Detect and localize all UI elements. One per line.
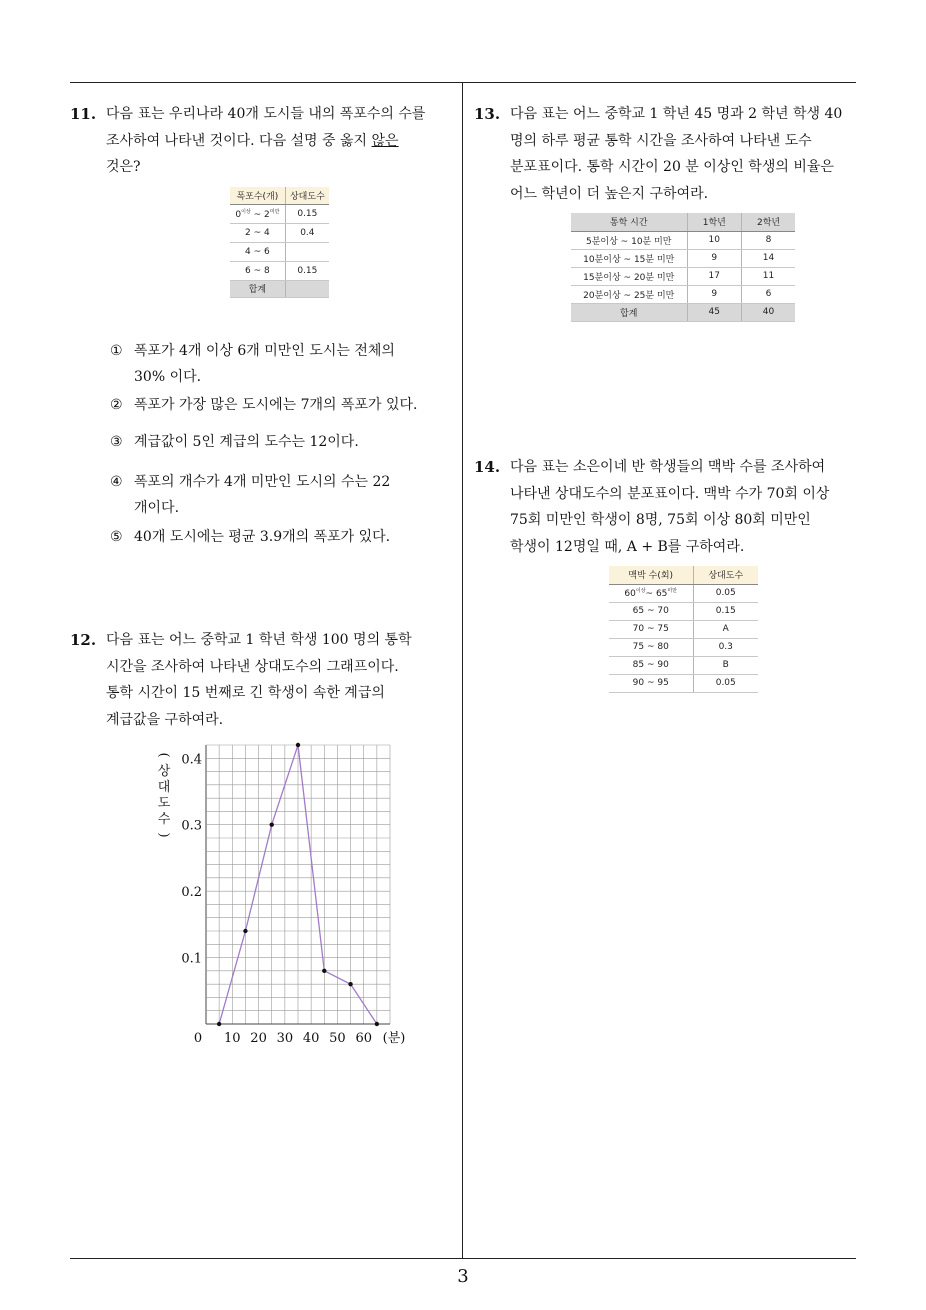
table-cell: 0.15 [285,204,329,223]
table-cell: 0.05 [693,674,758,692]
data-point [270,823,274,827]
table-cell: 70 ~ 75 [609,620,693,638]
table-cell: 0.4 [285,223,329,242]
table-cell: 0.15 [693,602,758,620]
data-point [348,982,352,986]
option-mark: ⑤ [110,529,123,545]
option-4 [110,469,390,521]
table-cell: A [693,620,758,638]
question-number: 12. [70,631,97,649]
cell-text: 0 [235,209,242,220]
table-cell: 17 [687,267,742,285]
question-text-line: 75회 미만인 학생이 8명, 75회 이상 80회 미만인 [510,512,811,528]
x-axis-label: (분) [382,1031,406,1046]
option-mark: ② [110,397,123,413]
option-mark: ① [110,343,123,359]
text-span: 조사하여 나타낸 것이다. 다음 설명 중 옳지 [106,132,372,149]
table-cell: 6 [742,285,795,303]
x-tick-label: 30 [276,1031,294,1046]
table-cell: 0.3 [693,638,758,656]
option-3 [110,429,359,455]
table-cell: 10 [687,231,742,249]
question-11 [70,101,460,181]
y-tick-label: 0.2 [181,885,202,901]
y-axis-label-char: ( [156,752,171,758]
table-cell: 2 ~ 4 [230,223,285,242]
top-rule [70,82,856,83]
bottom-rule [70,1258,856,1259]
table-cell: 15분이상 ~ 20분 미만 [571,267,687,285]
table-cell: 4 ~ 6 [230,242,285,261]
option-text: 폭포가 가장 많은 도시에는 7개의 폭포가 있다. [134,397,418,413]
question-text-line: 다음 표는 어느 중학교 1 학년 학생 100 명의 통학 [106,632,412,648]
table-cell: 65 ~ 70 [609,602,693,620]
option-text: 폭포가 4개 이상 6개 미만인 도시는 전체의 [134,343,395,359]
table-cell: 75 ~ 80 [609,638,693,656]
table-header: 통학 시간 [571,213,687,231]
cell-text: 2 [264,209,270,220]
question-text-line: 나타낸 상대도수의 분포표이다. 맥박 수가 70회 이상 [510,485,830,502]
x-tick-label: 20 [250,1031,267,1046]
y-axis-label-char: 상 [157,764,171,779]
table-header: 맥박 수(회) [609,566,693,584]
waterfall-table [230,187,329,298]
table-header: 상대도수 [285,187,329,204]
option-text: 폭포의 개수가 4개 미만인 도시의 수는 22 [134,474,391,490]
y-tick-label: 0.3 [181,818,202,834]
question-text-line: 시간을 조사하여 나타낸 상대도수의 그래프이다. [106,658,399,675]
option-5 [110,524,390,550]
question-text-line [106,128,460,155]
option-mark: ③ [110,434,123,450]
table-header: 1학년 [687,213,742,231]
y-axis-label-char: ) [156,832,171,838]
table-cell: 45 [687,303,742,321]
question-14 [474,454,864,560]
data-point [243,929,247,933]
table-cell [285,242,329,261]
cell-sup: 이상 [635,588,646,594]
question-text-line: 명의 하루 평균 통학 시간을 조사하여 나타낸 도수 [510,132,812,149]
cell-text: 60 [624,589,636,599]
table-cell: 0.15 [285,261,329,280]
table-cell: 10분이상 ~ 15분 미만 [571,249,687,267]
table-cell: 5분이상 ~ 10분 미만 [571,231,687,249]
table-cell: B [693,656,758,674]
x-tick-label: 10 [224,1031,241,1046]
table-header: 2학년 [742,213,795,231]
x-tick-label: 50 [329,1031,346,1046]
table-cell: 85 ~ 90 [609,656,693,674]
option-mark: ④ [110,474,123,490]
table-cell: 11 [742,267,795,285]
question-13 [474,101,864,207]
table-header: 폭포수(개) [230,187,285,204]
option-2 [110,392,418,418]
question-12 [70,627,460,733]
question-text-line: 어느 학년이 더 높은지 구하여라. [510,185,709,202]
data-point [322,969,326,973]
question-text-line: 계급값을 구하여라. [106,711,224,728]
option-text-cont: 개이다. [134,500,180,516]
table-total-label: 합계 [230,280,285,297]
y-tick-label: 0.1 [181,951,202,967]
question-text-line: 다음 표는 소은이네 반 학생들의 맥박 수를 조사하여 [510,459,826,475]
cell-sup: 미만 [667,588,678,594]
y-axis-label-char: 도 [157,796,171,811]
table-cell [230,204,285,223]
question-text-line: 것은? [106,159,141,175]
question-text-line: 다음 표는 어느 중학교 1 학년 45 명과 2 학년 학생 40 [510,106,843,122]
cell-text: ~ 65 [645,589,668,599]
table-cell: 6 ~ 8 [230,261,285,280]
x-tick-label: 40 [302,1031,320,1046]
question-text-line: 다음 표는 우리나라 40개 도시들 내의 폭포수의 수를 [106,106,426,122]
cell-sup: 미만 [269,208,280,215]
table-cell [285,280,329,297]
question-text-line: 학생이 12명일 때, A + B를 구하여라. [510,538,745,555]
x-tick-label: 0 [193,1031,203,1046]
cell-text: ~ [250,209,264,220]
x-tick-label: 60 [355,1031,372,1046]
question-number: 13. [474,105,501,123]
page-number: 3 [457,1266,469,1287]
relative-frequency-graph [150,735,420,1055]
table-cell: 14 [742,249,795,267]
table-total-label: 합계 [571,303,687,321]
table-cell [609,584,693,602]
table-cell: 9 [687,249,742,267]
y-axis-label-char: 대 [157,780,171,795]
pulse-table [609,566,758,693]
table-cell: 8 [742,231,795,249]
question-text-line: 분포표이다. 통학 시간이 20 분 이상인 학생의 비율은 [510,159,834,175]
option-text-cont: 30% 이다. [134,369,202,385]
option-text: 계급값이 5인 계급의 도수는 12이다. [134,434,359,450]
data-point [217,1022,221,1026]
underlined-word: 않은 [371,132,399,149]
option-1 [110,338,395,390]
table-cell: 20분이상 ~ 25분 미만 [571,285,687,303]
y-axis-label-char: 수 [157,812,171,827]
table-cell: 90 ~ 95 [609,674,693,692]
commute-table [571,213,795,322]
question-number: 14. [474,458,501,476]
cell-sup: 이상 [241,208,251,215]
option-text: 40개 도시에는 평균 3.9개의 폭포가 있다. [134,529,391,545]
question-number: 11. [70,105,97,123]
table-cell: 0.05 [693,584,758,602]
table-cell: 40 [742,303,795,321]
data-point [296,743,300,747]
y-tick-label: 0.4 [181,752,202,768]
question-text-line: 통학 시간이 15 번째로 긴 학생이 속한 계급의 [106,685,385,701]
data-point [375,1022,379,1026]
table-cell: 9 [687,285,742,303]
table-header: 상대도수 [693,566,758,584]
column-divider [462,82,463,1258]
graph-grid [206,745,390,1024]
